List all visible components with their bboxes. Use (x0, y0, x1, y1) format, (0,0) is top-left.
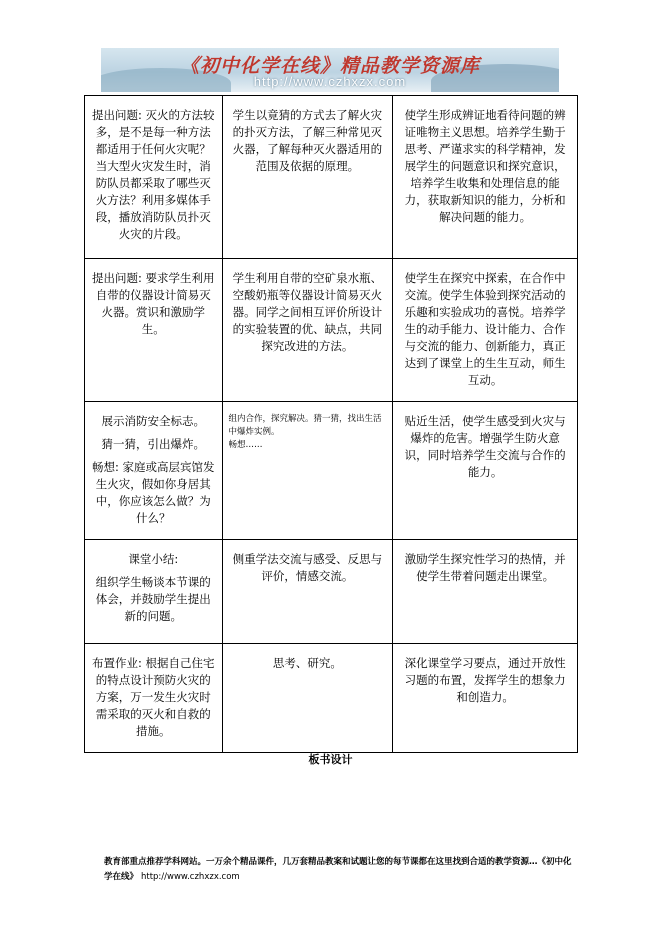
table-row (85, 644, 578, 753)
teacher-activity-text: 猜一猜，引出爆炸。 (101, 437, 206, 451)
table-row (85, 540, 578, 644)
student-activity-text: 学生利用自带的空矿泉水瓶、空酸奶瓶等仪器设计简易灭火器。同学之间相互评价所设计的实验装置的优、缺点，共同探究改进的方法。 (232, 271, 383, 353)
student-activity-cell (222, 540, 393, 644)
banner-url[interactable]: http://www.czhxzx.com (253, 74, 407, 89)
design-intent-cell (393, 259, 578, 402)
site-banner (101, 48, 559, 92)
teacher-activity-cell (85, 259, 223, 402)
teacher-activity-cell (85, 644, 223, 753)
footer-link[interactable]: http://www.czhxzx.com (140, 872, 240, 882)
design-intent-cell (393, 644, 578, 753)
design-intent-text: 使学生形成辨证地看待问题的辨证唯物主义思想。培养学生勤于思考、严谨求实的科学精神，发展学生的问题意识和探究意识，培养学生收集和处理信息的能力，获取新知识的能力，分析和解决问题的能力。 (404, 108, 566, 224)
student-activity-text: 学生以竟猜的方式去了解火灾的扑灭方法，了解三种常见灭火器，了解每种灭火器适用的范围及依据的原理。 (232, 108, 383, 173)
student-activity-cell (222, 96, 393, 259)
design-intent-text: 使学生在探究中探索，在合作中交流。使学生体验到探究活动的乐趣和实验成功的喜悦。培养学生的动手能力、设计能力、合作与交流的能力、创新能力，真正达到了课堂上的生生互动，师生互动。 (404, 271, 566, 387)
student-activity-text: 畅想…… (228, 440, 263, 450)
teacher-activity-text: 展示消防安全标志。 (101, 414, 206, 428)
teacher-activity-text: 组织学生畅谈本节课的体会，并鼓励学生提出新的问题。 (95, 575, 211, 623)
design-intent-cell (393, 402, 578, 540)
design-intent-text: 激励学生探究性学习的热情，并使学生带着问题走出课堂。 (404, 552, 566, 583)
design-intent-cell (393, 96, 578, 259)
teacher-activity-text: 课堂小结: (128, 552, 179, 566)
teacher-activity-text: 提出问题: 灭火的方法较多，是不是每一种方法都适用于任何火灾呢？当大型火灾发生时，消防队员都采取了哪些灭火方法？利用多媒体手段，播放消防队员扑灭火灾的片段。 (92, 108, 215, 241)
student-activity-text: 侧重学法交流与感受、反思与评价，情感交流。 (232, 552, 383, 583)
design-intent-text: 深化课堂学习要点，通过开放性习题的布置，发挥学生的想象力和创造力。 (404, 656, 566, 704)
teacher-activity-cell (85, 96, 223, 259)
teacher-activity-text: 畅想: 家庭或高层宾馆发生火灾，假如你身居其中，你应该怎么做？为什么？ (92, 460, 215, 525)
table-row (85, 402, 578, 540)
teacher-activity-text: 布置作业: 根据自己住宅的特点设计预防火灾的方案，万一发生火灾时需采取的灭火和自救的措施。 (92, 656, 215, 738)
page-footer (104, 855, 574, 885)
teacher-activity-cell (85, 402, 223, 540)
table-row (85, 96, 578, 259)
banner-title: 《初中化学在线》精品教学资源库 (179, 55, 480, 77)
footer-text: 教育部重点推荐学科网站。一万余个精品课件，几万套精品教案和试题让您的每节课都在这里找到合适的教学资源…《初中化学在线》 (104, 857, 572, 882)
table-row (85, 259, 578, 402)
design-intent-text: 贴近生活，使学生感受到火灾与爆炸的危害。增强学生防火意识，同时培养学生交流与合作的能力。 (404, 414, 566, 479)
student-activity-text: 思考、研究。 (272, 656, 342, 670)
teacher-activity-cell (85, 540, 223, 644)
student-activity-cell (222, 644, 393, 753)
design-intent-cell (393, 540, 578, 644)
teacher-activity-text: 提出问题: 要求学生利用自带的仪器设计简易灭火器。赏识和激励学生。 (92, 271, 215, 336)
student-activity-text: 组内合作，探究解决。猜一猜，找出生活中爆炸实例。 (228, 414, 382, 437)
lesson-plan-table (84, 95, 578, 753)
section-heading: 板书设计 (308, 753, 353, 766)
student-activity-cell (222, 402, 393, 540)
student-activity-cell (222, 259, 393, 402)
